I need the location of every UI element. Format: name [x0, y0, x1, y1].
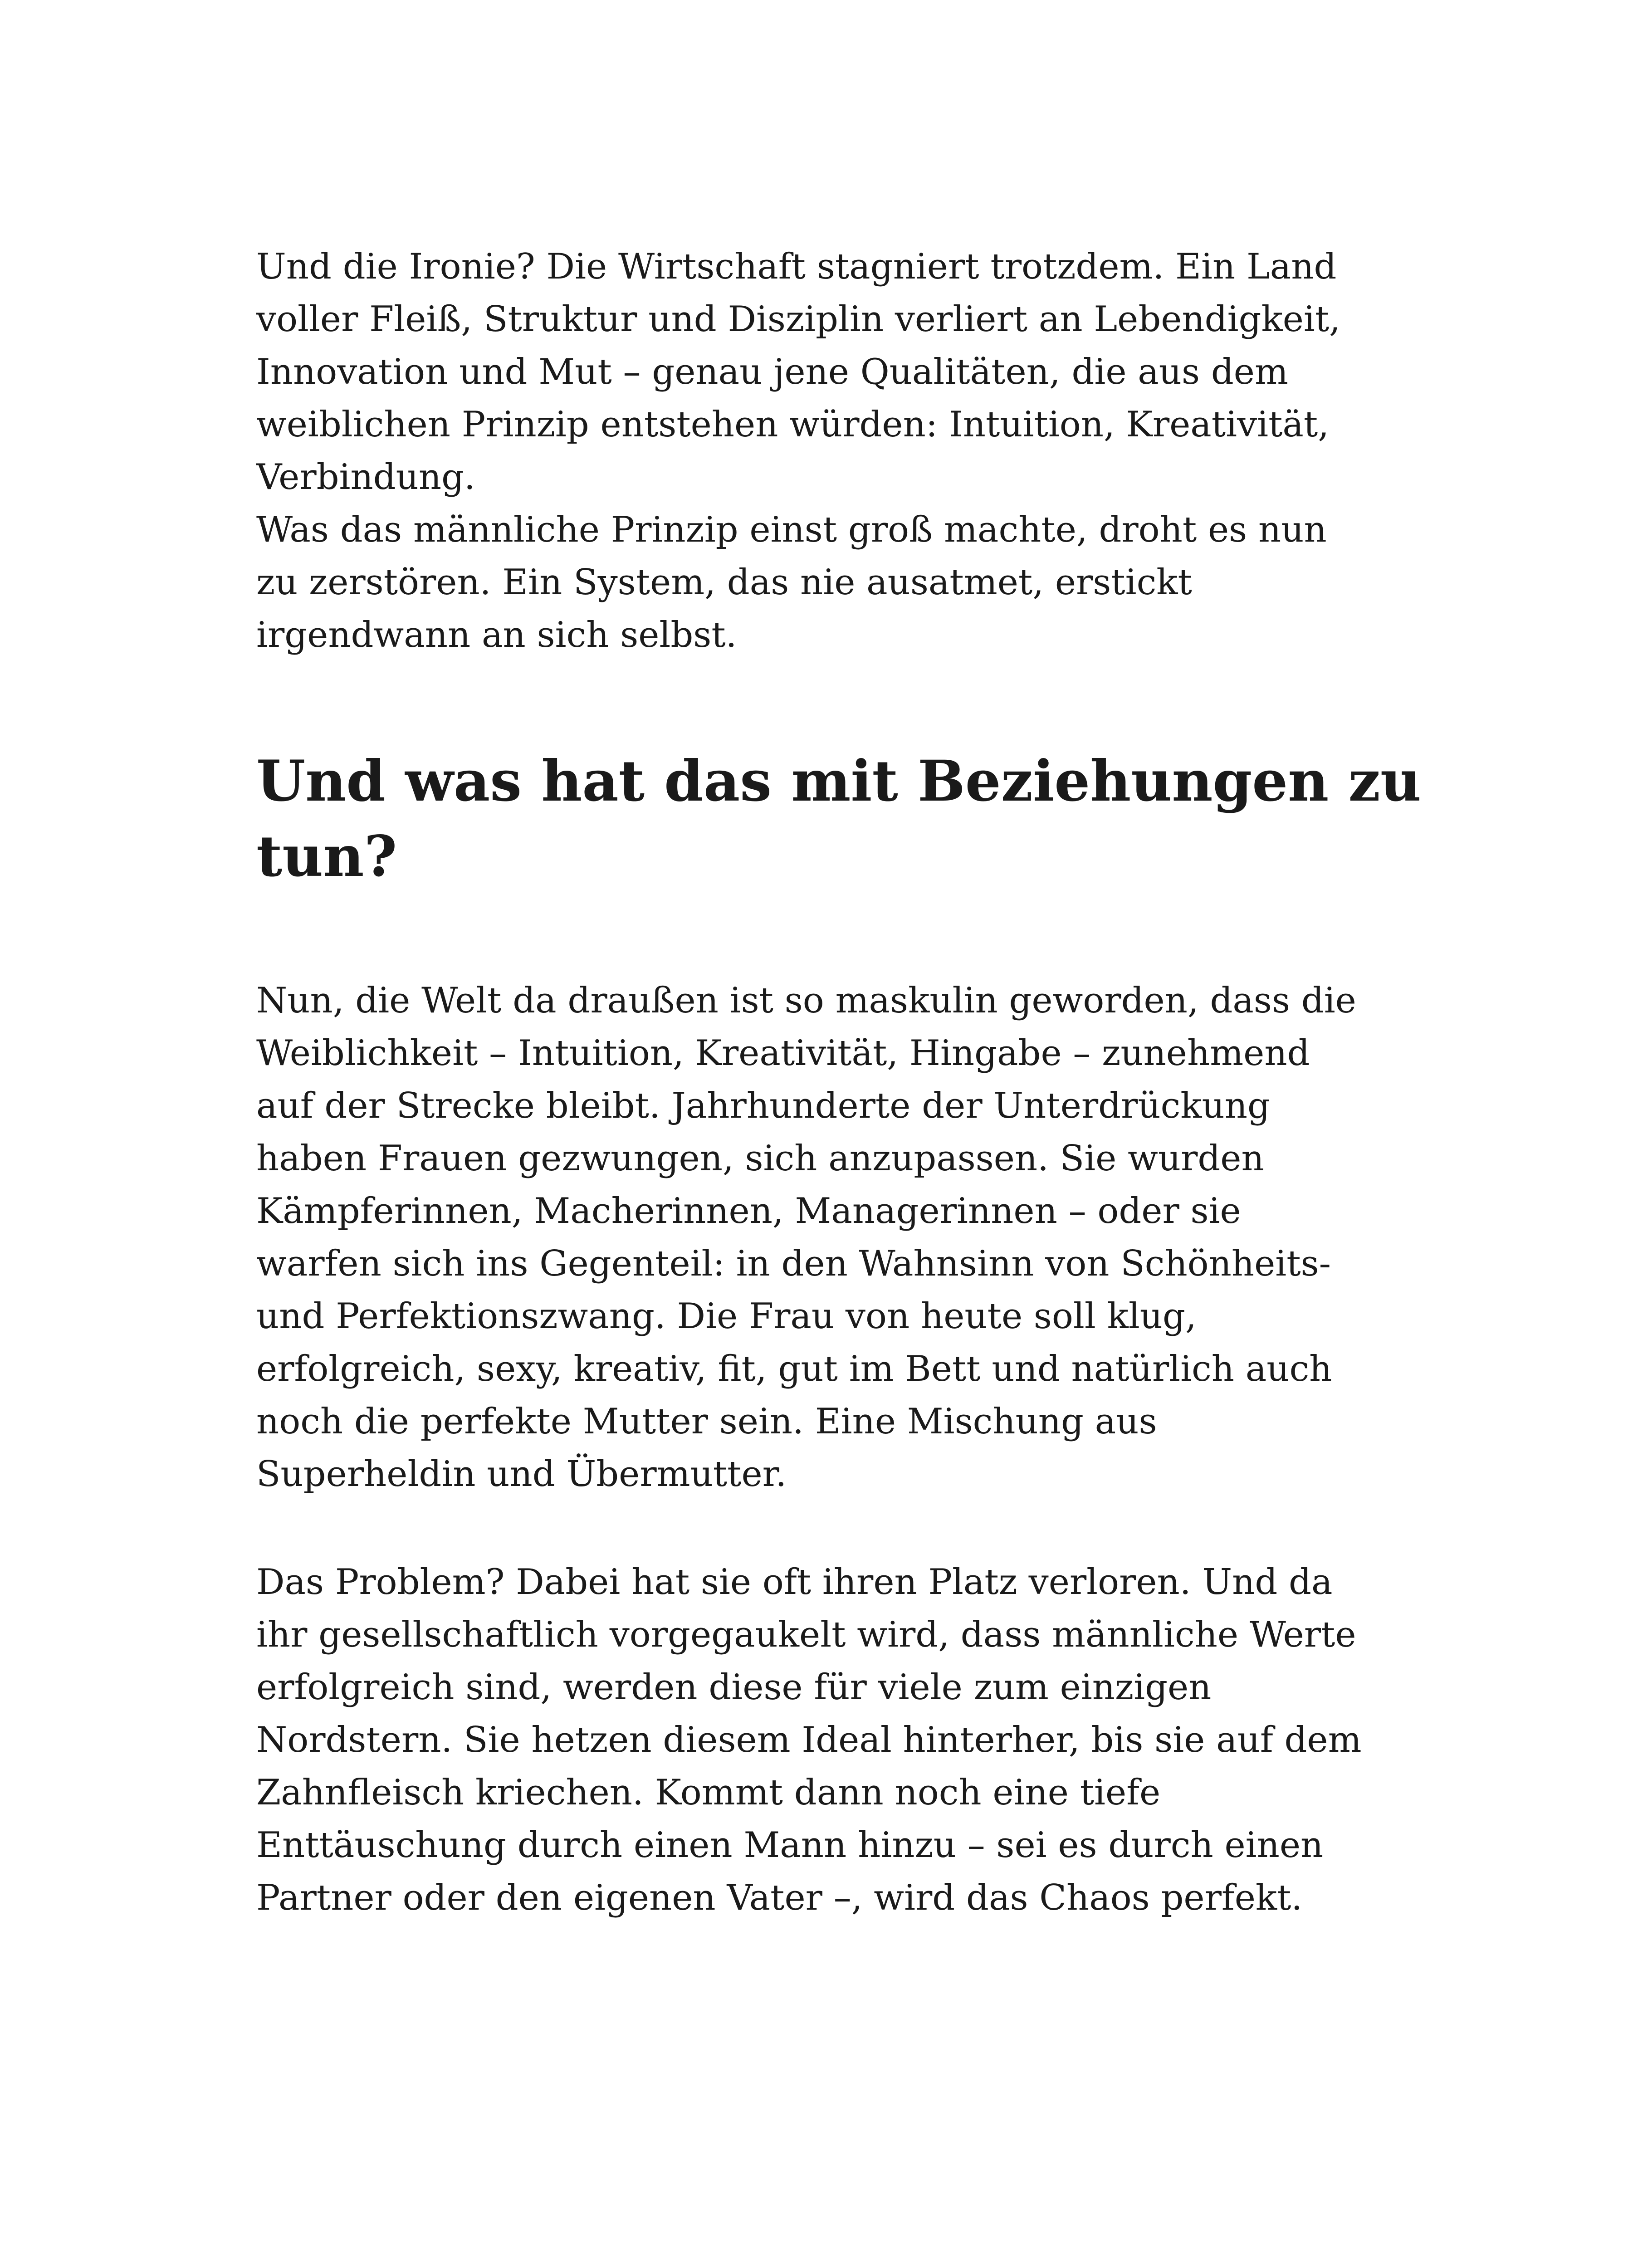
- section-heading: [256, 744, 1436, 894]
- paragraph-problem: [256, 1556, 1381, 1924]
- text-line: haben Frauen gezwungen, sich anzupassen. Sie wurden: [256, 1138, 1264, 1179]
- heading-line: tun?: [256, 824, 397, 890]
- text-line: Verbindung.: [256, 457, 475, 498]
- text-line: Kämpferinnen, Macherinnen, Managerinnen – oder sie: [256, 1191, 1241, 1232]
- text-line: Was das männliche Prinzip einst groß machte, droht es nun: [256, 509, 1327, 550]
- text-line: zu zerstören. Ein System, das nie ausatmet, erstickt: [256, 562, 1192, 603]
- text-line: auf der Strecke bleibt. Jahrhunderte der Unterdrückung: [256, 1085, 1270, 1126]
- text-line: Superheldin und Übermutter.: [256, 1454, 787, 1495]
- text-line: und Perfektionszwang. Die Frau von heute soll klug,: [256, 1296, 1197, 1337]
- text-line: irgendwann an sich selbst.: [256, 615, 737, 655]
- text-line: noch die perfekte Mutter sein. Eine Mischung aus: [256, 1401, 1157, 1442]
- text-line: voller Fleiß, Struktur und Disziplin verliert an Lebendigkeit,: [256, 299, 1340, 340]
- text-line: Enttäuschung durch einen Mann hinzu – sei es durch einen: [256, 1825, 1324, 1866]
- text-line: Nordstern. Sie hetzen diesem Ideal hinterher, bis sie auf dem: [256, 1720, 1362, 1760]
- text-line: Weiblichkeit – Intuition, Kreativität, Hingabe – zunehmend: [256, 1033, 1310, 1074]
- text-line: Partner oder den eigenen Vater –, wird das Chaos perfekt.: [256, 1877, 1303, 1918]
- text-line: Und die Ironie? Die Wirtschaft stagniert trotzdem. Ein Land: [256, 246, 1337, 287]
- text-line: warfen sich ins Gegenteil: in den Wahnsinn von Schönheits-: [256, 1243, 1331, 1284]
- text-line: Zahnfleisch kriechen. Kommt dann noch eine tiefe: [256, 1772, 1161, 1813]
- heading-line: Und was hat das mit Beziehungen zu: [256, 748, 1422, 814]
- text-line: Nun, die Welt da draußen ist so maskulin geworden, dass die: [256, 980, 1356, 1021]
- text-line: ihr gesellschaftlich vorgegaukelt wird, dass männliche Werte: [256, 1614, 1356, 1655]
- text-line: erfolgreich, sexy, kreativ, fit, gut im Bett und natürlich auch: [256, 1349, 1332, 1389]
- paragraph-irony: [256, 240, 1381, 661]
- text-line: erfolgreich sind, werden diese für viele zum einzigen: [256, 1667, 1212, 1708]
- text-line: Innovation und Mut – genau jene Qualitäten, die aus dem: [256, 352, 1288, 392]
- text-line: weiblichen Prinzip entstehen würden: Intuition, Kreativität,: [256, 404, 1330, 445]
- paragraph-masculine-world: [256, 974, 1381, 1501]
- text-line: Das Problem? Dabei hat sie oft ihren Platz verloren. Und da: [256, 1562, 1333, 1603]
